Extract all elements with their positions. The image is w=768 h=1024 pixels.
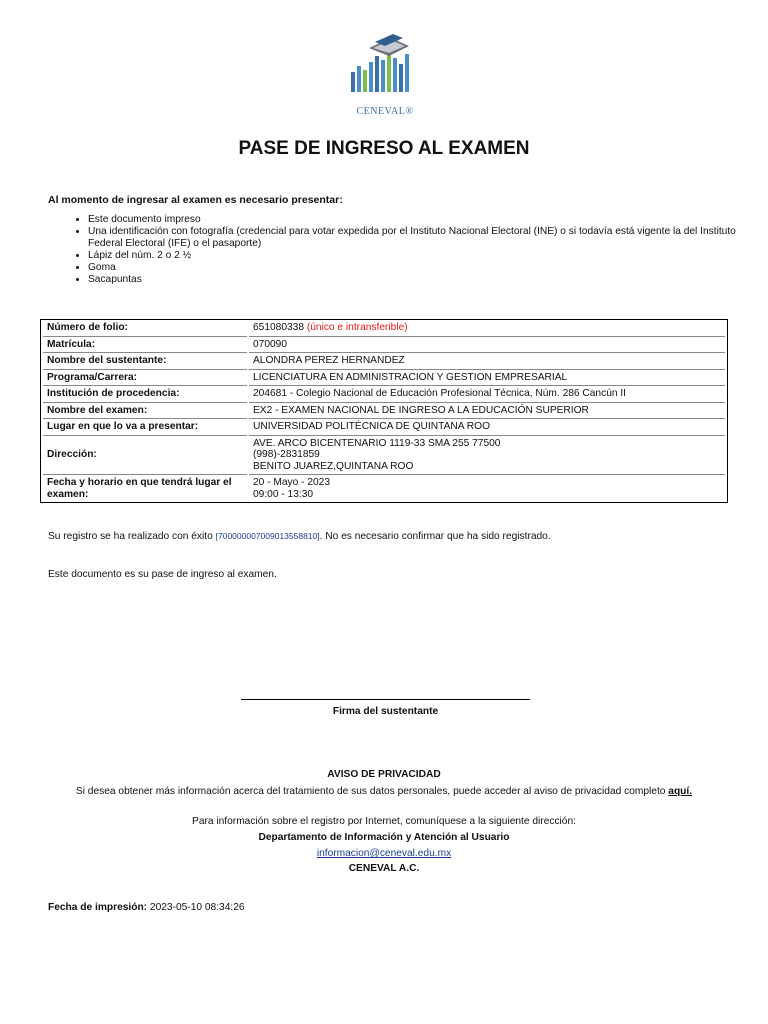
ceneval-logo-text: CENEVAL® xyxy=(356,106,414,117)
privacy-text-line xyxy=(0,786,768,797)
table-row xyxy=(43,419,725,436)
folio-note: (único e intransferible) xyxy=(306,322,408,333)
table-row xyxy=(43,403,725,420)
registration-id: [700000007009013558810] xyxy=(215,531,320,541)
table-row xyxy=(43,370,725,387)
contact-email-line xyxy=(0,848,768,859)
print-date xyxy=(48,902,245,913)
signature-line xyxy=(241,699,530,700)
lugar-value: UNIVERSIDAD POLITÉCNICA DE QUINTANA ROO xyxy=(249,419,725,436)
institucion-label: Institución de procedencia: xyxy=(43,386,247,403)
table-row xyxy=(43,320,725,337)
folio-label: Número de folio: xyxy=(43,320,247,337)
direccion-line: BENITO JUAREZ,QUINTANA ROO xyxy=(253,460,414,472)
exam-info-table xyxy=(40,319,728,503)
institucion-value: 204681 - Colegio Nacional de Educación Profesional Técnica, Núm. 286 Cancún II xyxy=(249,386,725,403)
nombre-value: ALONDRA PEREZ HERNANDEZ xyxy=(249,353,725,370)
fecha-label: Fecha y horario en que tendrá lugar el examen: xyxy=(47,477,232,500)
document-note: Este documento es su pase de ingreso al examen. xyxy=(48,569,277,580)
registration-prefix: Su registro se ha realizado con éxito xyxy=(48,531,216,542)
table-row xyxy=(43,353,725,370)
requirement-item: • Lápiz del núm. 2 o 2 ½ xyxy=(88,250,738,262)
table-row xyxy=(43,386,725,403)
nombre-label: Nombre del sustentante: xyxy=(43,353,247,370)
direccion-line: AVE. ARCO BICENTENARIO 1119-33 SMA 255 77500 xyxy=(253,437,501,449)
examen-label: Nombre del examen: xyxy=(43,403,247,420)
fecha-value xyxy=(249,475,725,502)
requirements-list xyxy=(74,214,738,286)
requirement-item: • Sacapuntas xyxy=(88,274,738,286)
direccion-value xyxy=(249,436,725,476)
ceneval-logo xyxy=(345,34,425,124)
privacy-link[interactable]: aquí. xyxy=(668,786,693,797)
print-date-label: Fecha de impresión: xyxy=(48,902,148,913)
requirement-item: • Este documento impreso xyxy=(88,214,738,226)
folio-value: 651080338 xyxy=(253,322,304,333)
table-row xyxy=(43,475,725,502)
signature-label: Firma del sustentante xyxy=(332,706,439,717)
matricula-value: 070090 xyxy=(249,337,725,354)
examen-value: EX2 - EXAMEN NACIONAL DE INGRESO A LA EDUCACIÓN SUPERIOR xyxy=(249,403,725,420)
registration-message xyxy=(48,531,551,542)
registration-suffix: . No es necesario confirmar que ha sido registrado. xyxy=(319,531,551,542)
requirement-item: • Una identificación con fotografía (credencial para votar expedida por el Instituto Nacional Electoral (INE) o si todavía está vigente la del Instituto Federal Electoral (IFE) o el pasaporte) xyxy=(88,226,738,250)
fecha-date: 20 - Mayo - 2023 xyxy=(253,477,331,488)
contact-email-link[interactable]: informacion@ceneval.edu.mx xyxy=(316,848,452,859)
matricula-label: Matrícula: xyxy=(43,337,247,354)
contact-intro: Para información sobre el registro por Internet, comuníquese a la siguiente dirección: xyxy=(192,816,576,827)
requirements-heading: Al momento de ingresar al examen es necesario presentar: xyxy=(48,194,343,206)
folio-value-cell xyxy=(249,320,725,337)
privacy-heading: AVISO DE PRIVACIDAD xyxy=(327,769,441,780)
ceneval-logo-icon xyxy=(345,34,425,106)
lugar-label: Lugar en que lo va a presentar: xyxy=(43,419,247,436)
direccion-label: Dirección: xyxy=(43,436,247,476)
privacy-text: Si desea obtener más información acerca del tratamiento de sus datos personales, puede acceder al aviso de privacidad completo xyxy=(75,786,669,797)
requirement-item: • Goma xyxy=(88,262,738,274)
contact-org: CENEVAL A.C. xyxy=(348,863,420,874)
contact-department: Departamento de Información y Atención al Usuario xyxy=(258,832,510,843)
programa-value: LICENCIATURA EN ADMINISTRACION Y GESTION EMPRESARIAL xyxy=(249,370,725,387)
fecha-time: 09:00 - 13:30 xyxy=(253,488,314,500)
programa-label: Programa/Carrera: xyxy=(43,370,247,387)
table-row xyxy=(43,436,725,476)
direccion-line: (998)-2831859 xyxy=(253,449,320,460)
print-date-value: 2023-05-10 08:34:26 xyxy=(149,902,245,913)
table-row xyxy=(43,337,725,354)
page-title: PASE DE INGRESO AL EXAMEN xyxy=(238,138,530,159)
